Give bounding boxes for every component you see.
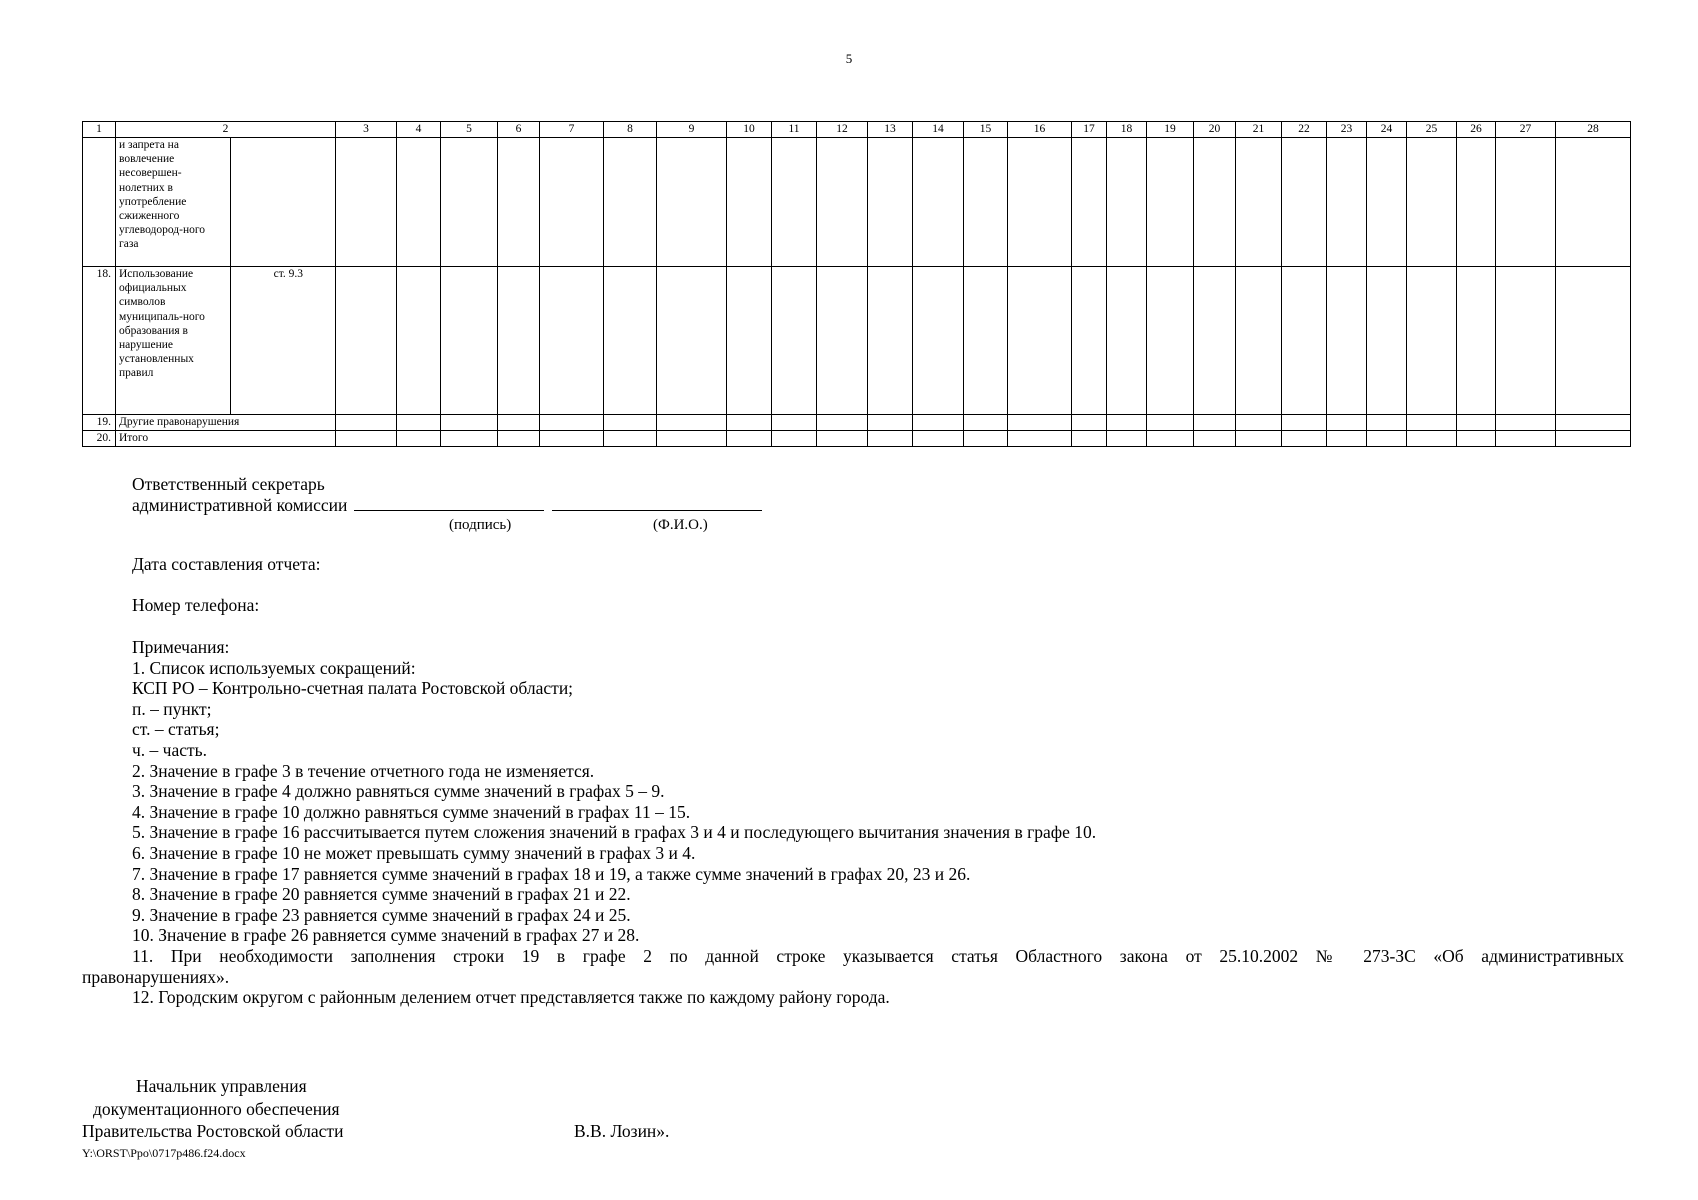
data-cell — [1496, 431, 1556, 447]
row-number-cell: 19. — [83, 415, 116, 431]
data-cell — [397, 431, 441, 447]
header-cell: 20 — [1194, 122, 1236, 138]
data-cell — [604, 267, 657, 415]
data-cell — [498, 431, 540, 447]
data-cell — [1008, 138, 1072, 267]
data-cell — [1457, 415, 1496, 431]
header-cell: 27 — [1496, 122, 1556, 138]
data-cell — [1147, 138, 1194, 267]
data-cell — [1407, 267, 1457, 415]
header-cell: 21 — [1236, 122, 1282, 138]
data-cell — [817, 415, 868, 431]
data-cell — [1282, 138, 1327, 267]
data-cell — [727, 415, 772, 431]
table-row — [83, 138, 1631, 267]
data-cell — [817, 138, 868, 267]
note-item: 7. Значение в графе 17 равняется сумме значений в графах 18 и 19, а также сумме значений в графах 20, 23 и 26. — [132, 863, 971, 884]
data-cell — [1457, 138, 1496, 267]
header-cell: 14 — [913, 122, 964, 138]
header-cell: 17 — [1072, 122, 1107, 138]
data-cell — [441, 138, 498, 267]
row-number-cell: 18. — [83, 267, 116, 415]
data-cell — [397, 415, 441, 431]
data-cell — [1407, 415, 1457, 431]
signature-title-line1: Ответственный секретарь — [132, 474, 325, 494]
signature-block — [132, 474, 762, 515]
note-item: КСП РО – Контрольно-счетная палата Ростовской области; — [132, 678, 574, 699]
data-cell — [336, 415, 397, 431]
header-cell: 1 — [83, 122, 116, 138]
article-cell — [231, 138, 336, 267]
data-cell — [1194, 267, 1236, 415]
header-cell: 15 — [964, 122, 1008, 138]
data-cell — [1008, 431, 1072, 447]
data-cell — [657, 431, 727, 447]
signature-title-line2 — [132, 495, 762, 516]
data-cell — [913, 267, 964, 415]
notes-title: Примечания: — [132, 637, 230, 657]
page-number: 5 — [845, 51, 853, 66]
data-cell — [540, 431, 604, 447]
data-cell — [1147, 431, 1194, 447]
data-cell — [498, 415, 540, 431]
data-cell — [397, 138, 441, 267]
phone-label: Номер телефона: — [132, 595, 260, 615]
data-cell — [727, 431, 772, 447]
data-cell — [604, 415, 657, 431]
note-item: 3. Значение в графе 4 должно равняться сумме значений в графах 5 – 9. — [132, 781, 665, 802]
note-item-11-continuation: правонарушениях». — [82, 966, 230, 987]
footer-position-line3: Правительства Ростовской области — [82, 1121, 344, 1141]
signature-caption: (подпись) — [449, 517, 512, 533]
table-header-row — [83, 122, 1631, 138]
header-cell: 5 — [441, 122, 498, 138]
header-cell: 3 — [336, 122, 397, 138]
data-cell — [868, 415, 913, 431]
data-cell — [1457, 267, 1496, 415]
data-cell — [1327, 267, 1367, 415]
data-cell — [1367, 415, 1407, 431]
data-cell — [868, 431, 913, 447]
data-cell — [1282, 267, 1327, 415]
data-cell — [441, 431, 498, 447]
data-cell — [1496, 138, 1556, 267]
header-cell: 7 — [540, 122, 604, 138]
data-cell — [1107, 138, 1147, 267]
header-cell: 2 — [116, 122, 336, 138]
data-cell — [498, 267, 540, 415]
data-cell — [604, 431, 657, 447]
data-cell — [498, 138, 540, 267]
data-cell — [868, 267, 913, 415]
header-cell: 10 — [727, 122, 772, 138]
signature-blank-line — [354, 496, 544, 511]
data-cell — [1072, 415, 1107, 431]
report-date-label: Дата составления отчета: — [132, 554, 321, 574]
data-cell — [1327, 431, 1367, 447]
data-cell — [1236, 415, 1282, 431]
row-number-cell: 20. — [83, 431, 116, 447]
data-cell — [657, 415, 727, 431]
data-cell — [1327, 138, 1367, 267]
table-row — [83, 431, 1631, 447]
header-cell: 25 — [1407, 122, 1457, 138]
note-item-12: 12. Городским округом с районным делением отчет представляется также по каждому району города. — [132, 987, 890, 1008]
note-item: 8. Значение в графе 20 равняется сумме значений в графах 21 и 22. — [132, 884, 631, 905]
data-cell — [441, 267, 498, 415]
note-item: 6. Значение в графе 10 не может превышать сумму значений в графах 3 и 4. — [132, 842, 696, 863]
data-cell — [1147, 267, 1194, 415]
header-cell: 24 — [1367, 122, 1407, 138]
data-cell — [1457, 431, 1496, 447]
data-cell — [1072, 431, 1107, 447]
data-cell — [772, 267, 817, 415]
data-cell — [1407, 431, 1457, 447]
data-cell — [1194, 415, 1236, 431]
note-item: 5. Значение в графе 16 рассчитывается путем сложения значений в графах 3 и 4 и последующего вычитания значения в графе 10. — [132, 822, 1097, 843]
data-cell — [540, 415, 604, 431]
data-cell — [772, 431, 817, 447]
footer-position-line1: Начальник управления — [136, 1076, 307, 1096]
data-cell — [1147, 415, 1194, 431]
header-cell: 9 — [657, 122, 727, 138]
name-blank-line — [552, 496, 762, 511]
data-cell — [441, 415, 498, 431]
data-cell — [1367, 138, 1407, 267]
data-cell — [1496, 415, 1556, 431]
note-item-11: 11. При необходимости заполнения строки 19 в графе 2 по данной строке указывается статья Областного закона от 25.10.2002 № 273-ЗС «Об административных — [132, 945, 1624, 966]
data-cell — [540, 138, 604, 267]
note-item: 2. Значение в графе 3 в течение отчетного года не изменяется. — [132, 760, 595, 781]
data-cell — [1072, 138, 1107, 267]
data-cell — [913, 138, 964, 267]
data-cell — [1556, 431, 1631, 447]
data-cell — [1407, 138, 1457, 267]
data-cell — [1556, 267, 1631, 415]
data-cell — [817, 431, 868, 447]
header-cell: 22 — [1282, 122, 1327, 138]
data-cell — [1107, 431, 1147, 447]
offense-name-cell: и запрета на вовлечение несовершен-нолетних в употребление сжиженного углеводород-ного газа — [116, 138, 231, 267]
data-cell — [1367, 431, 1407, 447]
data-cell — [1556, 415, 1631, 431]
data-cell — [336, 138, 397, 267]
header-cell: 23 — [1327, 122, 1367, 138]
footer-signer-name: В.В. Лозин». — [574, 1121, 670, 1141]
article-cell: ст. 9.3 — [231, 267, 336, 415]
header-cell: 8 — [604, 122, 657, 138]
data-cell — [1008, 267, 1072, 415]
signature-title-text: административной комиссии — [132, 494, 348, 515]
notes-section — [82, 637, 1624, 1008]
data-cell — [1236, 431, 1282, 447]
data-cell — [1194, 138, 1236, 267]
data-cell — [1556, 138, 1631, 267]
data-cell — [657, 267, 727, 415]
note-item: 4. Значение в графе 10 должно равняться сумме значений в графах 11 – 15. — [132, 801, 691, 822]
data-cell — [540, 267, 604, 415]
offense-name-cell: Другие правонарушения — [116, 415, 336, 431]
data-cell — [727, 267, 772, 415]
note-item: 1. Список используемых сокращений: — [132, 657, 416, 678]
data-cell — [1282, 431, 1327, 447]
data-cell — [1327, 415, 1367, 431]
header-cell: 28 — [1556, 122, 1631, 138]
data-cell — [336, 431, 397, 447]
data-cell — [772, 415, 817, 431]
header-cell: 16 — [1008, 122, 1072, 138]
header-cell: 13 — [868, 122, 913, 138]
note-item: ст. – статья; — [132, 719, 220, 740]
report-table — [82, 121, 1631, 447]
data-cell — [1236, 267, 1282, 415]
data-cell — [1496, 267, 1556, 415]
header-cell: 19 — [1147, 122, 1194, 138]
header-cell: 18 — [1107, 122, 1147, 138]
data-cell — [727, 138, 772, 267]
row-number-cell — [83, 138, 116, 267]
name-caption: (Ф.И.О.) — [653, 517, 708, 533]
data-cell — [1282, 415, 1327, 431]
data-cell — [868, 138, 913, 267]
header-cell: 12 — [817, 122, 868, 138]
file-path: Y:\ORST\Ppo\0717p486.f24.docx — [82, 1146, 246, 1160]
header-cell: 4 — [397, 122, 441, 138]
data-cell — [1008, 415, 1072, 431]
offense-name-cell: Итого — [116, 431, 336, 447]
data-cell — [913, 415, 964, 431]
table-row — [83, 415, 1631, 431]
data-cell — [1072, 267, 1107, 415]
table-row — [83, 267, 1631, 415]
footer-position-line2: документационного обеспечения — [93, 1099, 340, 1119]
data-cell — [397, 267, 441, 415]
data-cell — [772, 138, 817, 267]
data-cell — [1107, 415, 1147, 431]
data-cell — [604, 138, 657, 267]
offense-name-cell: Использование официальных символов муниципаль-ного образования в нарушение установленных правил — [116, 267, 231, 415]
data-cell — [964, 267, 1008, 415]
data-cell — [964, 415, 1008, 431]
data-cell — [964, 138, 1008, 267]
data-cell — [1236, 138, 1282, 267]
data-cell — [657, 138, 727, 267]
data-cell — [913, 431, 964, 447]
note-item: ч. – часть. — [132, 739, 208, 760]
header-cell: 11 — [772, 122, 817, 138]
data-cell — [336, 267, 397, 415]
data-cell — [1107, 267, 1147, 415]
data-cell — [1367, 267, 1407, 415]
note-item: 10. Значение в графе 26 равняется сумме значений в графах 27 и 28. — [132, 925, 640, 946]
data-cell — [1194, 431, 1236, 447]
note-item: п. – пункт; — [132, 698, 212, 719]
header-cell: 6 — [498, 122, 540, 138]
data-cell — [817, 267, 868, 415]
header-cell: 26 — [1457, 122, 1496, 138]
data-cell — [964, 431, 1008, 447]
note-item: 9. Значение в графе 23 равняется сумме значений в графах 24 и 25. — [132, 904, 631, 925]
